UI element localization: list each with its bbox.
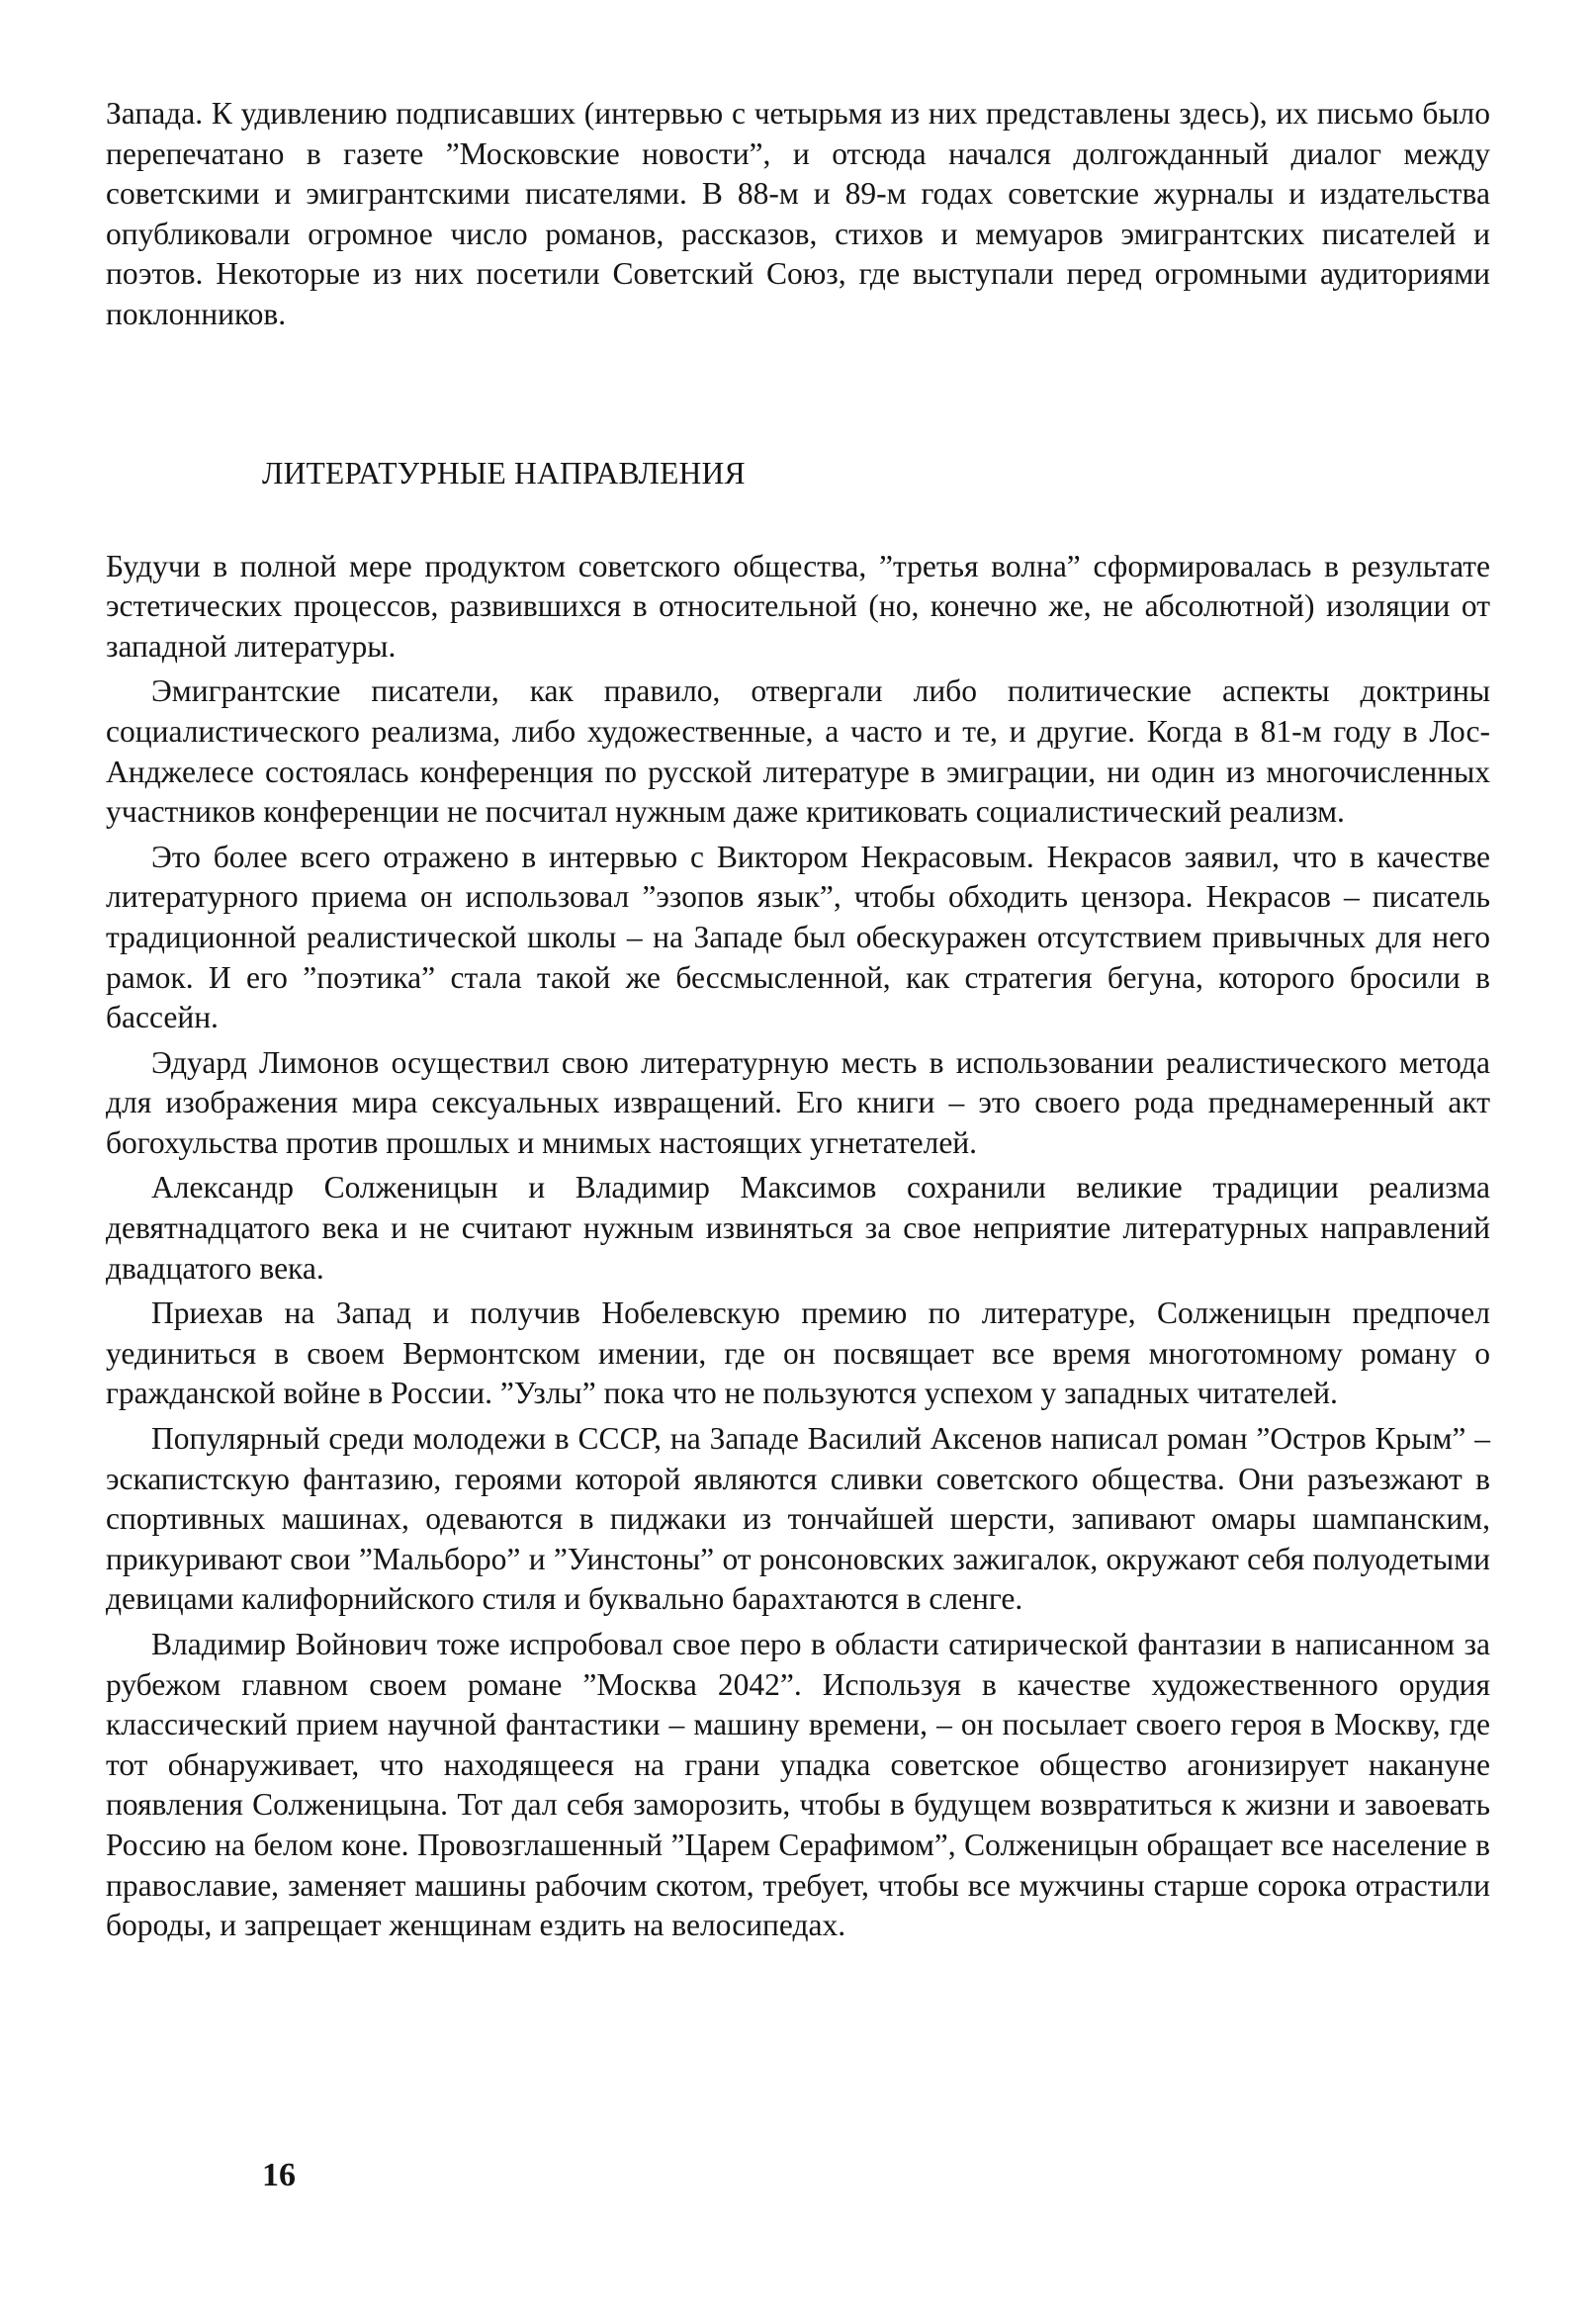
intro-paragraph: Запада. К удивлению подписавших (интервью с четырьмя из них представлены здесь), их письмо было перепечатано в газете ”Московские новости”, и отсюда начался долгожданный диалог между советскими и эмигрантскими писателями. В 88-м и 89-м годах советские журналы и издательства опубликовали огромное число романов, рассказов, стихов и мемуаров эмигрантских писателей и поэтов. Некоторые из них посетили Советский Союз, где выступали перед огромными аудиториями поклонников. — [106, 96, 1490, 331]
page-number: 16 — [262, 2157, 296, 2193]
paragraph-4: Эдуард Лимонов осуществил свою литературную месть в использовании реалистического метода для изображения мира сексуальных извращений. Его книги – это своего рода преднамеренный акт богохульства против прошлых и мнимых настоящих угнетателей. — [106, 1044, 1490, 1160]
page-body — [106, 94, 1490, 1951]
paragraph-6: Приехав на Запад и получив Нобелевскую премию по литературе, Солженицын предпочел уединиться в своем Вермонтском имении, где он посвящает все время многотомному роману о гражданской войне в России. ”Узлы” пока что не пользуются успехом у западных читателей. — [106, 1295, 1490, 1411]
paragraph-1: Будучи в полной мере продуктом советского общества, ”третья волна” сформировалась в результате эстетических процессов, развившихся в относительной (но, конечно же, не абсолютной) изоляции от западной литературы. — [106, 548, 1490, 664]
paragraph-5: Александр Солженицын и Владимир Максимов сохранили великие традиции реализма девятнадцатого века и не считают нужным извиняться за свое неприятие литературных направлений двадцатого века. — [106, 1170, 1490, 1286]
paragraph-2: Эмигрантские писатели, как правило, отвергали либо политические аспекты доктрины социалистического реализма, либо художественные, а часто и те, и другие. Когда в 81-м году в Лос-Анджелесе состоялась конференция по русской литературе в эмиграции, ни один из многочисленных участников конференции не посчитал нужным даже критиковать социалистический реализм. — [106, 673, 1490, 830]
section-heading: ЛИТЕРАТУРНЫЕ НАПРАВЛЕНИЯ — [262, 455, 746, 491]
paragraph-3: Это более всего отражено в интервью с Виктором Некрасовым. Некрасов заявил, что в качестве литературного приема он использовал ”эзопов язык”, чтобы обходить цензора. Некрасов – писатель традиционной реалистической школы – на Западе был обескуражен отсутствием привычных для него рамок. И его ”поэтика” стала такой же бессмысленной, как стратегия бегуна, которого бросили в бассейн. — [106, 839, 1490, 1035]
paragraph-8: Владимир Войнович тоже испробовал свое перо в области сатирической фантазии в написанном за рубежом главном своем романе ”Москва 2042”. Используя в качестве художественного орудия классический прием научной фантастики – машину времени, – он посылает своего героя в Москву, где тот обнаруживает, что находящееся на грани упадка советское общество агонизирует накануне появления Солженицына. Тот дал себя заморозить, чтобы в будущем возвратиться к жизни и завоевать Россию на белом коне. Провозглашенный ”Царем Серафимом”, Солженицын обращает все население в православие, заменяет машины рабочим скотом, требует, чтобы все мужчины старше сорока отрастили бороды, и запрещает женщинам ездить на велосипедах. — [106, 1627, 1490, 1943]
paragraph-7: Популярный среди молодежи в СССР, на Западе Василий Аксенов написал роман ”Остров Крым” – эскапистскую фантазию, героями которой являются сливки советского общества. Они разъезжают в спортивных машинах, одеваются в пиджаки из тончайшей шерсти, запивают омары шампанским, прикуривают свои ”Мальборо” и ”Уинстоны” от ронсоновских зажигалок, окружают себя полуодетыми девицами калифорнийского стиля и буквально барахтаются в сленге. — [106, 1421, 1490, 1617]
section-gap — [106, 340, 1490, 454]
